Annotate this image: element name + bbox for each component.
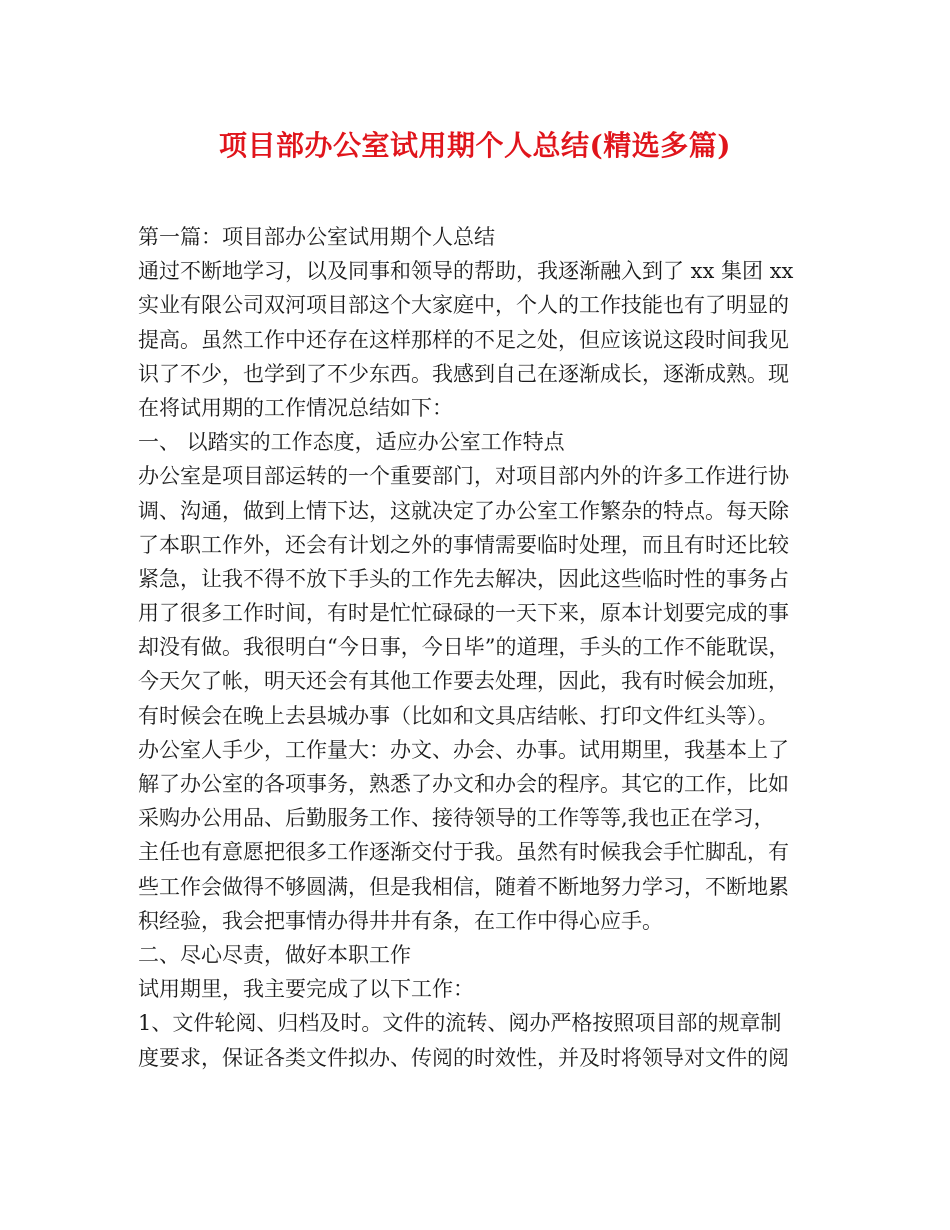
body-line: 办公室是项目部运转的一个重要部门，对项目部内外的许多工作进行协 [138, 464, 789, 489]
body-line: 识了不少，也学到了不少东西。我感到自己在逐渐成长，逐渐成熟。现 [138, 361, 789, 386]
body-line: 提高。虽然工作中还存在这样那样的不足之处，但应该说这段时间我见 [138, 327, 789, 352]
body-line: 实业有限公司双河项目部这个大家庭中，个人的工作技能也有了明显的 [138, 293, 789, 318]
body-line: 解了办公室的各项事务，熟悉了办文和办会的程序。其它的工作，比如 [138, 772, 789, 796]
body-line: 第一篇：项目部办公室试用期个人总结 [138, 225, 495, 249]
body-line: 今天欠了帐，明天还会有其他工作要去处理，因此，我有时候会加班， [138, 669, 789, 694]
body-line: 主任也有意愿把很多工作逐渐交付于我。虽然有时候我会手忙脚乱，有 [138, 840, 789, 865]
body-line: 有时候会在晚上去县城办事（比如和文具店结帐、打印文件红头等）。 [138, 703, 779, 728]
document-body [138, 220, 828, 1075]
document-title: 项目部办公室试用期个人总结(精选多篇) [219, 129, 731, 162]
body-line: 采购办公用品、后勤服务工作、接待领导的工作等等,我也正在学习， [138, 806, 775, 831]
body-line: 度要求，保证各类文件拟办、传阅的时效性，并及时将领导对文件的阅 [138, 1045, 789, 1070]
body-line: 用了很多工作时间，有时是忙忙碌碌的一天下来，原本计划要完成的事 [138, 601, 789, 626]
body-line: 调、沟通，做到上情下达，这就决定了办公室工作繁杂的特点。每天除 [138, 498, 789, 523]
body-line: 1、文件轮阅、归档及时。文件的流转、阅办严格按照项目部的规章制 [138, 1011, 782, 1036]
body-line: 紧急，让我不得不放下手头的工作先去解决，因此这些临时性的事务占 [138, 566, 789, 591]
body-line: 却没有做。我很明白“今日事，今日毕”的道理，手头的工作不能耽误， [138, 635, 790, 660]
body-line: 在将试用期的工作情况总结如下： [138, 395, 453, 420]
body-line: 些工作会做得不够圆满，但是我相信，随着不断地努力学习，不断地累 [138, 874, 789, 899]
section-heading: 一、 以踏实的工作态度，适应办公室工作特点 [138, 430, 565, 455]
body-line: 通过不断地学习，以及同事和领导的帮助，我逐渐融入到了 xx 集团 xx [138, 259, 794, 284]
body-line: 积经验，我会把事情办得井井有条，在工作中得心应手。 [138, 908, 663, 933]
body-line: 试用期里，我主要完成了以下工作： [138, 977, 474, 1002]
body-line: 了本职工作外，还会有计划之外的事情需要临时处理，而且有时还比较 [138, 532, 789, 557]
body-line: 办公室人手少，工作量大：办文、办会、办事。试用期里，我基本上了 [138, 737, 789, 762]
section-heading: 二、尽心尽责，做好本职工作 [138, 942, 411, 967]
